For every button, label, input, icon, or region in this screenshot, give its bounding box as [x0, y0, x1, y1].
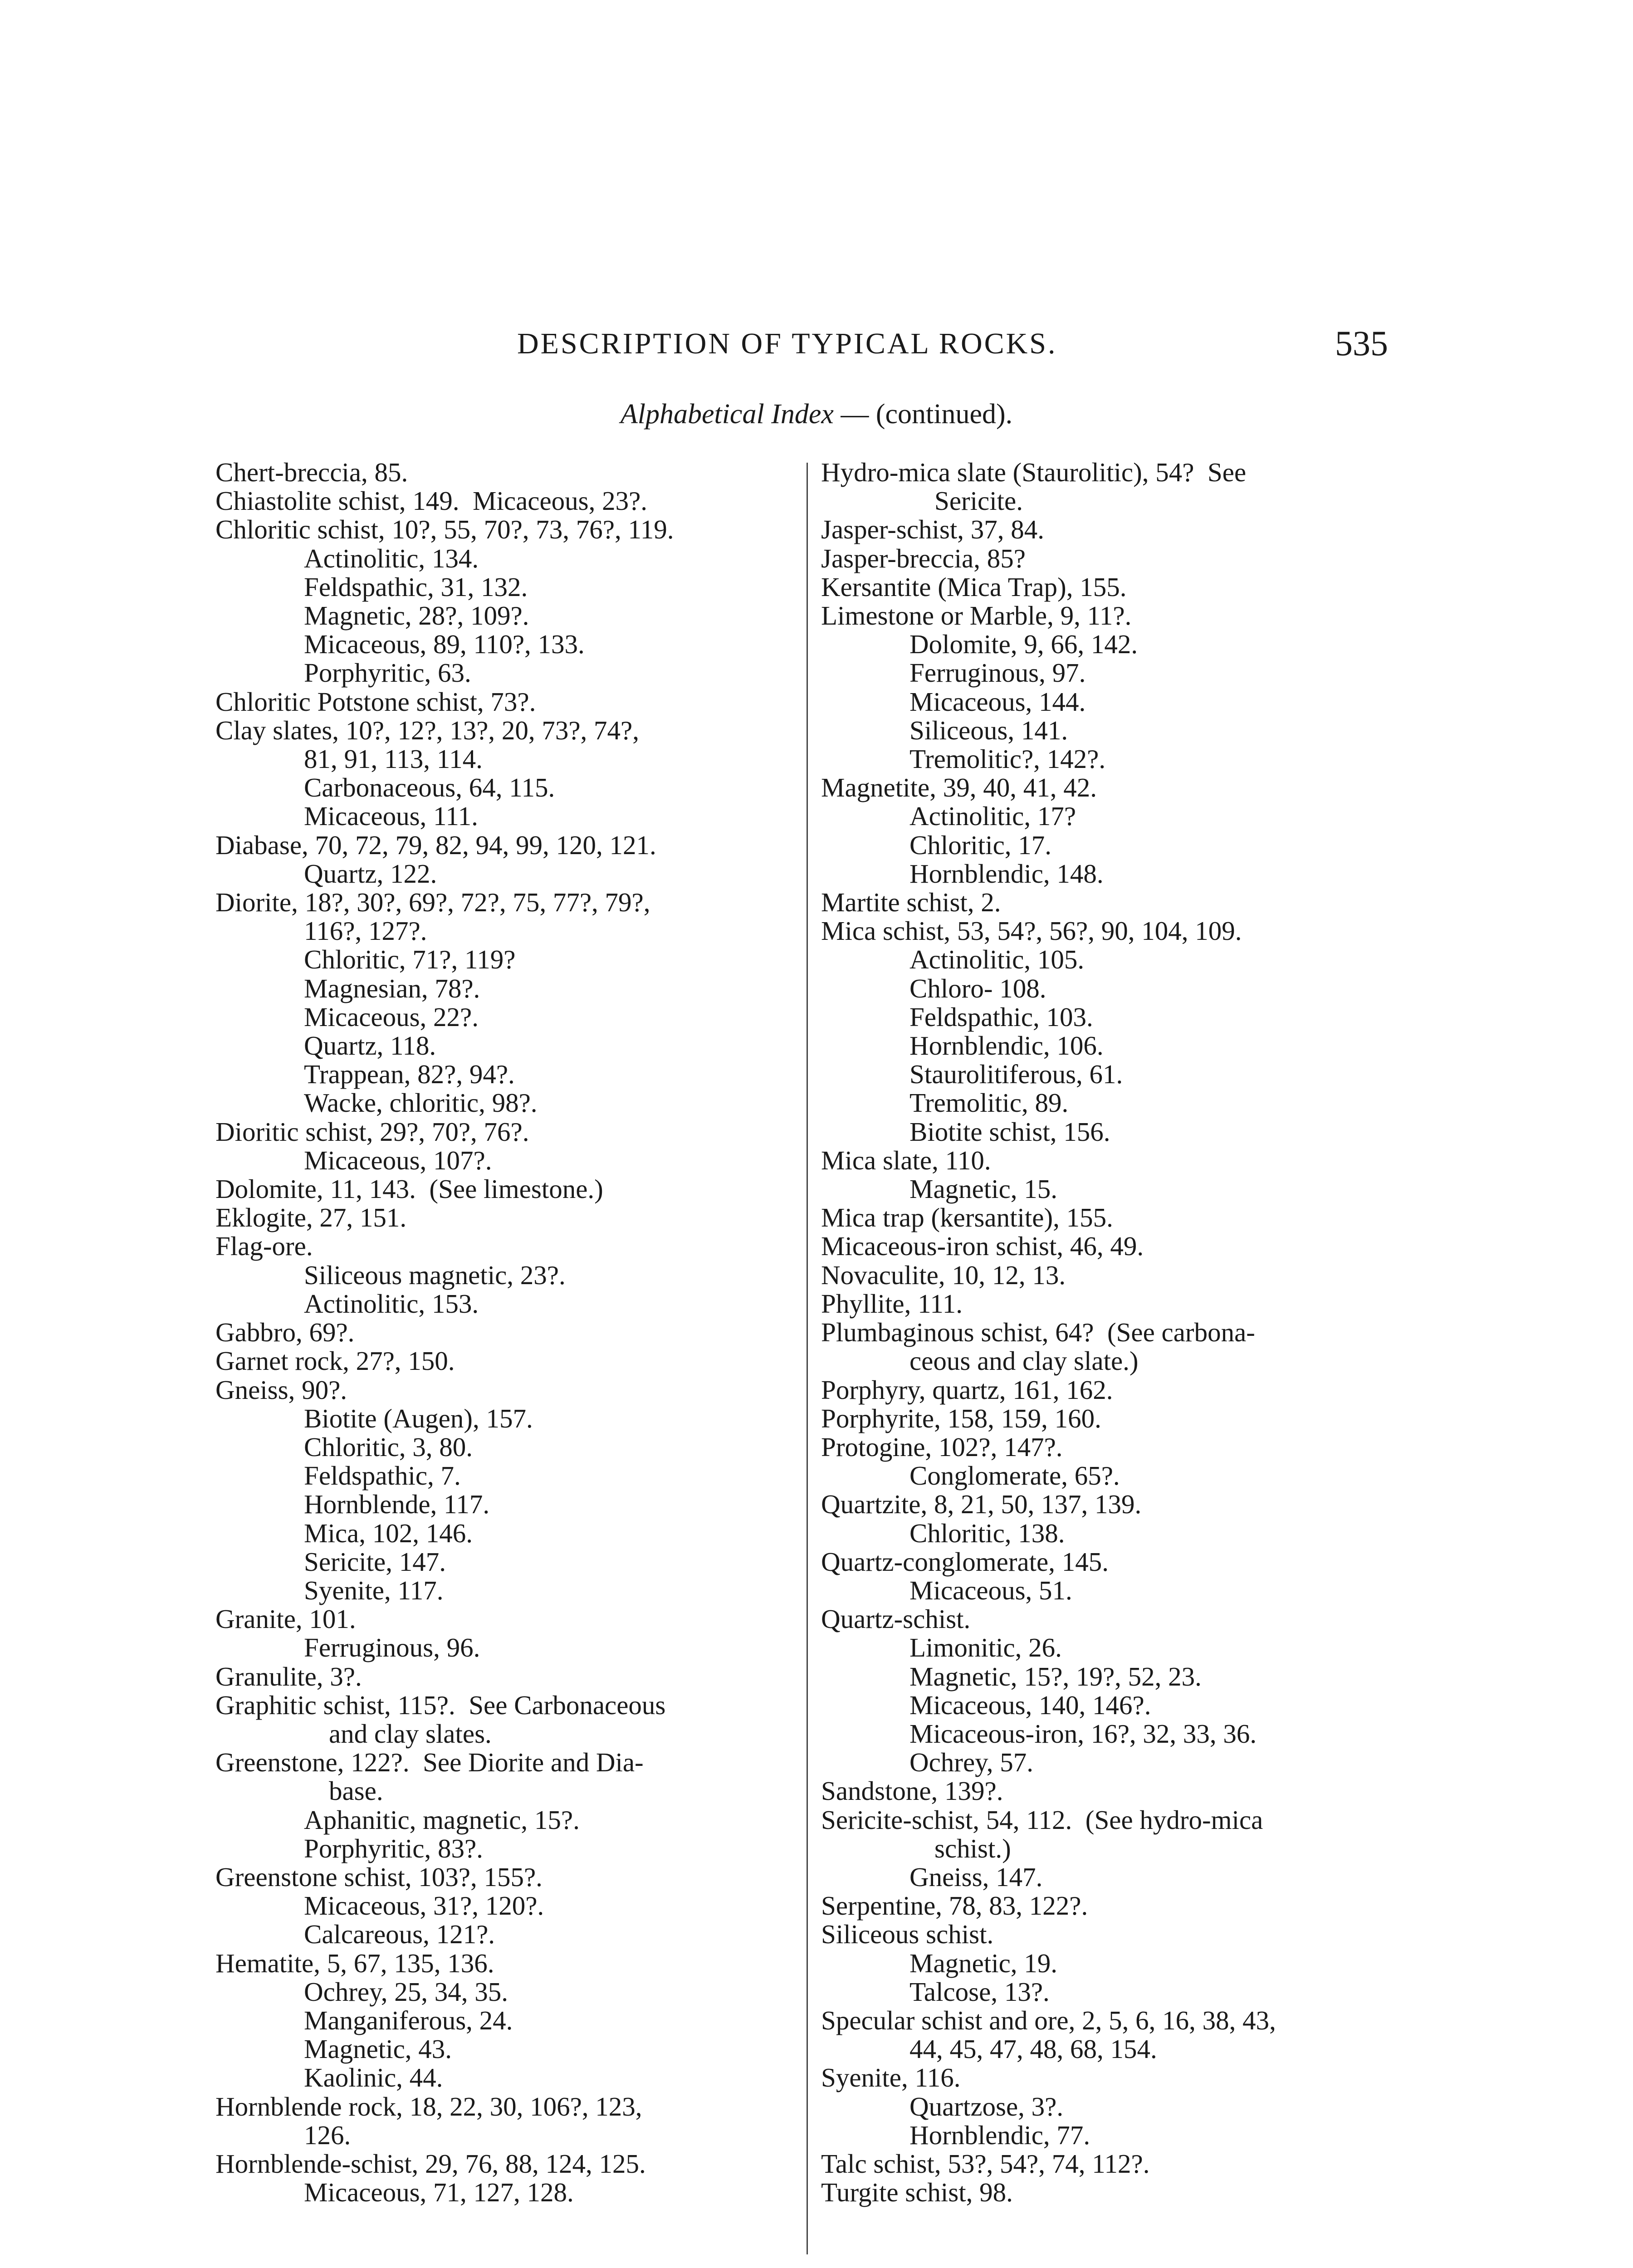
index-entry: Dolomite, 11, 143. (See limestone.) [215, 1174, 603, 1204]
index-entry: Staurolitiferous, 61. [909, 1059, 1123, 1090]
index-entry: base. [329, 1776, 383, 1806]
page-number: 535 [1335, 323, 1388, 363]
index-entry: Phyllite, 111. [821, 1288, 963, 1319]
index-entry: Porphyrite, 158, 159, 160. [821, 1403, 1101, 1433]
index-entry: Gneiss, 147. [909, 1862, 1043, 1892]
index-left-column [215, 458, 805, 2207]
index-entry: Actinolitic, 153. [304, 1288, 479, 1319]
index-entry: Diorite, 18?, 30?, 69?, 72?, 75, 77?, 79?, [215, 887, 650, 918]
index-entry: Quartzose, 3?. [909, 2091, 1064, 2121]
index-right-column [821, 458, 1393, 2207]
index-entry: Hornblendic, 106. [909, 1031, 1104, 1061]
index-entry: Conglomerate, 65?. [909, 1461, 1120, 1491]
index-entry: Dioritic schist, 29?, 70?, 76?. [215, 1116, 529, 1147]
index-entry: Quartz, 122. [304, 858, 437, 889]
page-header [517, 323, 1388, 367]
index-entry: Feldspathic, 7. [304, 1461, 461, 1491]
index-entry: Mica trap (kersantite), 155. [821, 1202, 1113, 1233]
index-entry: Ferruginous, 96. [304, 1633, 480, 1663]
index-entry: Wacke, chloritic, 98?. [304, 1088, 538, 1118]
index-entry: Talcose, 13?. [909, 1976, 1050, 2007]
index-entry: Jasper-breccia, 85? [821, 543, 1026, 573]
index-entry: Actinolitic, 134. [304, 543, 479, 573]
index-entry: Garnet rock, 27?, 150. [215, 1346, 455, 1376]
index-entry: Chloritic Potstone schist, 73?. [215, 686, 536, 717]
index-entry: Micaceous, 51. [909, 1575, 1072, 1605]
index-entry: Turgite schist, 98. [821, 2177, 1013, 2208]
index-entry: Kaolinic, 44. [304, 2063, 443, 2093]
index-entry: Sericite, 147. [304, 1546, 446, 1577]
index-entry: Tremolitic?, 142?. [909, 744, 1106, 774]
index-entry: Magnetic, 15. [909, 1174, 1058, 1204]
index-entry: ceous and clay slate.) [909, 1346, 1139, 1376]
index-entry: Biotite schist, 156. [909, 1116, 1110, 1147]
index-entry: Micaceous, 144. [909, 686, 1086, 717]
index-entry: Actinolitic, 105. [909, 944, 1085, 975]
index-entry: Hornblende-schist, 29, 76, 88, 124, 125. [215, 2148, 646, 2179]
index-entry: Limonitic, 26. [909, 1633, 1062, 1663]
index-entry: Siliceous schist. [821, 1919, 994, 1950]
index-entry: Hydro-mica slate (Staurolitic), 54? See [821, 457, 1247, 487]
index-entry: Magnetic, 15?, 19?, 52, 23. [909, 1661, 1202, 1691]
index-entry: Chiastolite schist, 149. Micaceous, 23?. [215, 486, 648, 516]
index-entry: Micaceous, 22?. [304, 1002, 479, 1032]
index-entry: Kersantite (Mica Trap), 155. [821, 572, 1127, 602]
index-entry: Hornblende rock, 18, 22, 30, 106?, 123, [215, 2091, 642, 2121]
index-entry: Chloritic, 71?, 119? [304, 944, 516, 975]
index-entry: Magnesian, 78?. [304, 973, 480, 1003]
index-entry: Granite, 101. [215, 1604, 356, 1634]
index-entry: Specular schist and ore, 2, 5, 6, 16, 38, 43, [821, 2005, 1276, 2035]
index-entry: Tremolitic, 89. [909, 1088, 1069, 1118]
index-entry: Quartz, 118. [304, 1031, 436, 1061]
index-entry: Hornblende, 117. [304, 1489, 490, 1520]
index-entry: Plumbaginous schist, 64? (See carbona- [821, 1317, 1255, 1348]
index-entry: Micaceous-iron, 16?, 32, 33, 36. [909, 1718, 1257, 1749]
index-entry: Biotite (Augen), 157. [304, 1403, 533, 1433]
index-entry: Micaceous, 89, 110?, 133. [304, 629, 585, 660]
index-entry: Siliceous magnetic, 23?. [304, 1260, 566, 1290]
index-entry: Novaculite, 10, 12, 13. [821, 1260, 1066, 1290]
index-entry: Clay slates, 10?, 12?, 13?, 20, 73?, 74?, [215, 715, 639, 745]
index-entry: Magnetic, 43. [304, 2034, 452, 2064]
index-entry: Syenite, 117. [304, 1575, 444, 1605]
index-entry: Flag-ore. [215, 1231, 313, 1261]
index-entry: Chloritic, 3, 80. [304, 1432, 473, 1462]
index-entry: Porphyritic, 63. [304, 658, 471, 688]
index-entry: Quartz-conglomerate, 145. [821, 1546, 1109, 1577]
index-entry: Calcareous, 121?. [304, 1919, 495, 1950]
index-entry: Trappean, 82?, 94?. [304, 1059, 515, 1090]
index-entry: Feldspathic, 31, 132. [304, 572, 528, 602]
index-entry: Chloro- 108. [909, 973, 1046, 1003]
index-entry: Sericite-schist, 54, 112. (See hydro-mica [821, 1804, 1263, 1835]
index-entry: Jasper-schist, 37, 84. [821, 514, 1045, 545]
index-entry: Syenite, 116. [821, 2063, 961, 2093]
index-entry: Magnetic, 19. [909, 1948, 1058, 1978]
index-entry: Magnetite, 39, 40, 41, 42. [821, 772, 1097, 803]
running-title: DESCRIPTION OF TYPICAL ROCKS. [517, 327, 1057, 360]
index-entry: Micaceous, 111. [304, 801, 478, 831]
index-entry: Gabbro, 69?. [215, 1317, 355, 1348]
subtitle-italic: Alphabetical Index [620, 399, 834, 430]
column-divider [807, 463, 808, 2254]
index-entry: Siliceous, 141. [909, 715, 1068, 745]
index-entry: Limestone or Marble, 9, 11?. [821, 601, 1132, 631]
index-subtitle [0, 398, 1633, 430]
index-entry: Ochrey, 57. [909, 1747, 1034, 1778]
index-entry: 126. [304, 2120, 351, 2150]
index-entry: Protogine, 102?, 147?. [821, 1432, 1063, 1462]
index-entry: Manganiferous, 24. [304, 2005, 513, 2035]
index-entry: Granulite, 3?. [215, 1661, 362, 1691]
index-entry: Greenstone, 122?. See Diorite and Dia- [215, 1747, 644, 1778]
index-entry: Feldspathic, 103. [909, 1002, 1093, 1032]
index-entry: schist.) [934, 1833, 1011, 1863]
index-entry: Chert-breccia, 85. [215, 457, 408, 487]
index-entry: 44, 45, 47, 48, 68, 154. [909, 2034, 1157, 2064]
index-entry: Micaceous, 107?. [304, 1145, 492, 1175]
index-entry: Chloritic schist, 10?, 55, 70?, 73, 76?, 119. [215, 514, 674, 545]
index-entry: Porphyritic, 83?. [304, 1833, 483, 1863]
index-entry: Ferruginous, 97. [909, 658, 1086, 688]
index-entry: Micaceous, 140, 146?. [909, 1690, 1151, 1720]
index-entry: Diabase, 70, 72, 79, 82, 94, 99, 120, 121. [215, 830, 656, 860]
index-entry: 116?, 127?. [304, 916, 427, 946]
index-entry: Sandstone, 139?. [821, 1776, 1003, 1806]
index-entry: Dolomite, 9, 66, 142. [909, 629, 1138, 660]
subtitle-rest: — (continued). [833, 399, 1013, 430]
index-entry: Greenstone schist, 103?, 155?. [215, 1862, 543, 1892]
index-entry: Eklogite, 27, 151. [215, 1202, 407, 1233]
index-entry: Mica, 102, 146. [304, 1518, 473, 1548]
index-entry: Gneiss, 90?. [215, 1374, 347, 1405]
index-entry: Carbonaceous, 64, 115. [304, 772, 555, 803]
index-entry: Quartzite, 8, 21, 50, 137, 139. [821, 1489, 1142, 1520]
index-entry: Serpentine, 78, 83, 122?. [821, 1891, 1088, 1921]
index-entry: Quartz-schist. [821, 1604, 971, 1634]
index-entry: Micaceous, 31?, 120?. [304, 1891, 544, 1921]
index-entry: Porphyry, quartz, 161, 162. [821, 1374, 1113, 1405]
index-entry: Chloritic, 17. [909, 830, 1052, 860]
index-entry: and clay slates. [329, 1718, 492, 1749]
index-entry: Micaceous, 71, 127, 128. [304, 2177, 574, 2208]
index-entry: Actinolitic, 17? [909, 801, 1076, 831]
index-entry: Hornblendic, 148. [909, 858, 1104, 889]
index-entry: 81, 91, 113, 114. [304, 744, 483, 774]
index-entry: Micaceous-iron schist, 46, 49. [821, 1231, 1144, 1261]
index-entry: Hornblendic, 77. [909, 2120, 1090, 2150]
index-entry: Mica slate, 110. [821, 1145, 991, 1175]
index-entry: Ochrey, 25, 34, 35. [304, 1976, 508, 2007]
index-entry: Chloritic, 138. [909, 1518, 1065, 1548]
index-entry: Mica schist, 53, 54?, 56?, 90, 104, 109. [821, 916, 1242, 946]
index-entry: Aphanitic, magnetic, 15?. [304, 1804, 580, 1835]
index-entry: Talc schist, 53?, 54?, 74, 112?. [821, 2148, 1150, 2179]
index-entry: Graphitic schist, 115?. See Carbonaceous [215, 1690, 666, 1720]
index-entry: Sericite. [934, 486, 1023, 516]
index-entry: Hematite, 5, 67, 135, 136. [215, 1948, 494, 1978]
index-entry: Magnetic, 28?, 109?. [304, 601, 529, 631]
index-entry: Martite schist, 2. [821, 887, 1001, 918]
